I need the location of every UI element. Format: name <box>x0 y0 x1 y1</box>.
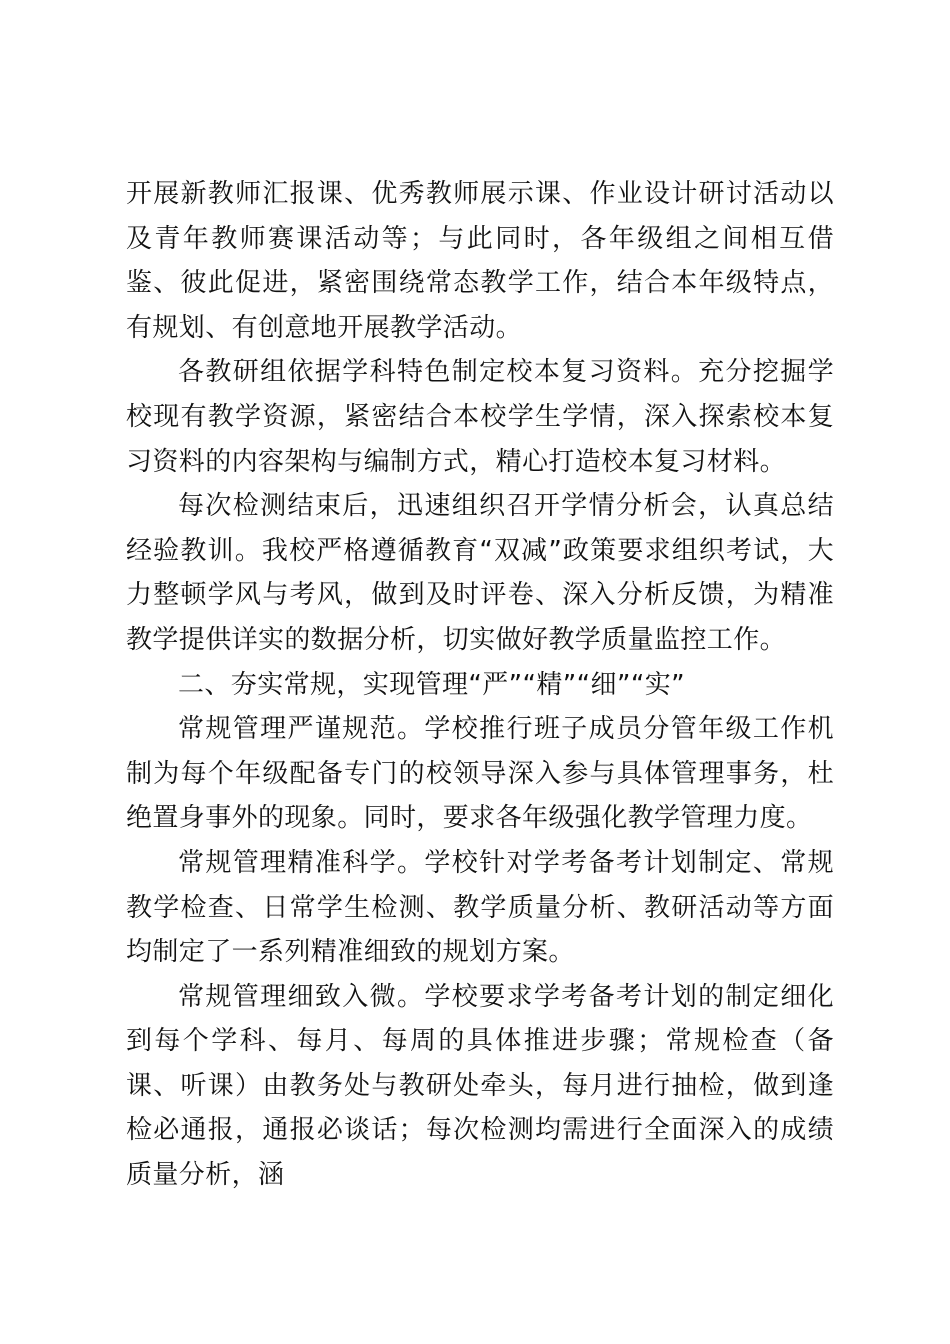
paragraph-management-detailed: 常规管理细致入微。学校要求学考备考计划的制定细化到每个学科、每月、每周的具体推进步骤；常规检查（备课、听课）由教务处与教研处牵头，每月进行抽检，做到逢检必通报，通报必谈话；每次检测均需进行全面深入的成绩质量分析，涵 <box>126 981 834 1191</box>
paragraph-continuation: 开展新教师汇报课、优秀教师展示课、作业设计研讨活动以及青年教师赛课活动等；与此同时，各年级组之间相互借鉴、彼此促进，紧密围绕常态教学工作，结合本年级特点，有规划、有创意地开展教学活动。 <box>126 179 834 343</box>
paragraph-management-rigorous: 常规管理严谨规范。学校推行班子成员分管年级工作机制为每个年级配备专门的校领导深入参与具体管理事务，杜绝置身事外的现象。同时，要求各年级强化教学管理力度。 <box>126 714 834 834</box>
paragraph-review-materials: 各教研组依据学科特色制定校本复习资料。充分挖掘学校现有教学资源，紧密结合本校学生学情，深入探索校本复习资料的内容架构与编制方式，精心打造校本复习材料。 <box>126 357 834 477</box>
paragraph-management-precise: 常规管理精准科学。学校针对学考备考计划制定、常规教学检查、日常学生检测、教学质量分析、教研活动等方面均制定了一系列精准细致的规划方案。 <box>126 847 834 968</box>
paragraph-exam-analysis: 每次检测结束后，迅速组织召开学情分析会，认真总结经验教训。我校严格遵循教育“双减”政策要求组织考试，大力整顿学风与考风，做到及时评卷、深入分析反馈，为精准教学提供详实的数据分析，切实做好教学质量监控工作。 <box>126 491 834 655</box>
section-heading: 二、夯实常规，实现管理“严”“精”“细”“实” <box>178 669 685 700</box>
document-body <box>126 172 834 1198</box>
